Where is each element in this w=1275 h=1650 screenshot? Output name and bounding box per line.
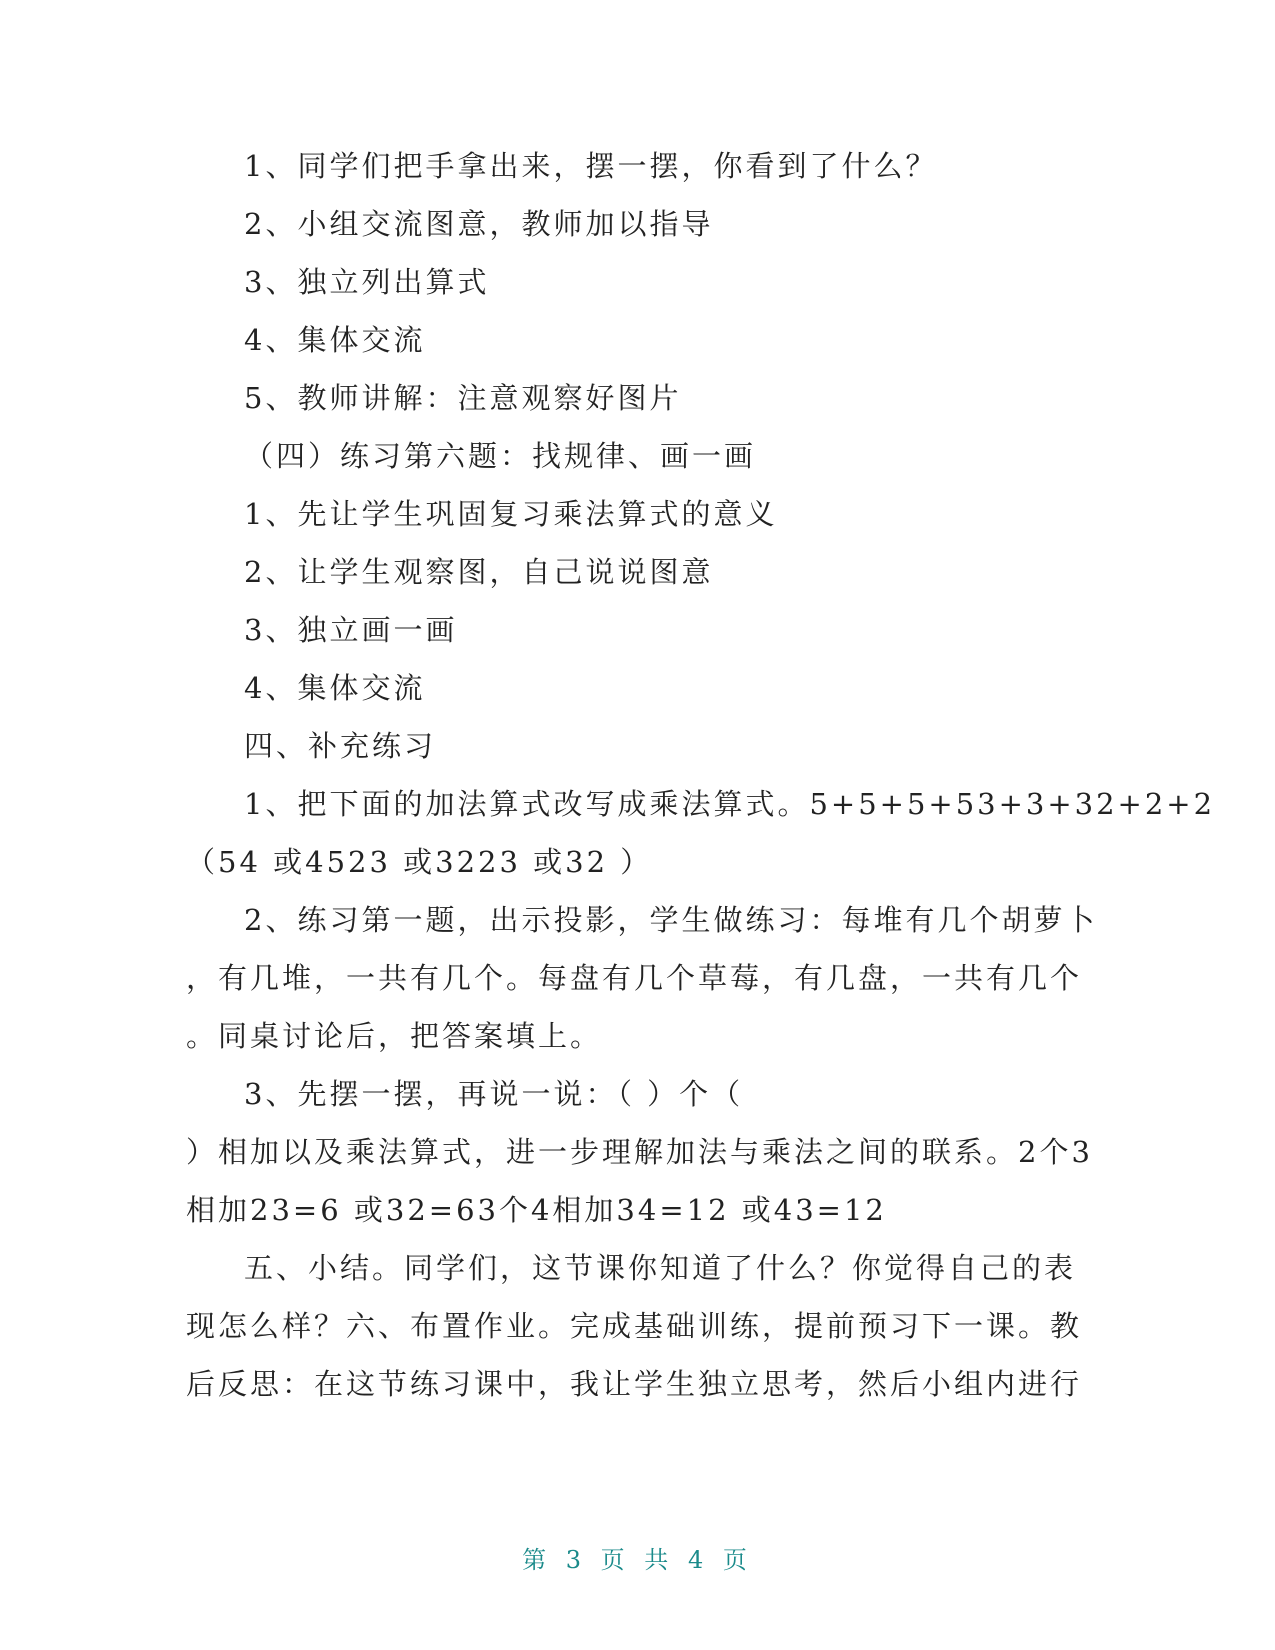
text-line: 五、小结。同学们，这节课你知道了什么？你觉得自己的表: [244, 1251, 1077, 1285]
text-line: 2、让学生观察图，自己说说图意: [244, 555, 714, 589]
text-line: 4、集体交流: [244, 671, 426, 705]
text-line: 4、集体交流: [244, 323, 426, 357]
page-number-footer: 第 3 页 共 4 页: [522, 1546, 753, 1574]
text-line: 3、独立列出算式: [244, 265, 490, 299]
text-line: 2、练习第一题，出示投影，学生做练习：每堆有几个胡萝卜: [244, 903, 1098, 937]
text-line: 1、同学们把手拿出来，摆一摆，你看到了什么？: [244, 149, 938, 183]
text-line: 1、先让学生巩固复习乘法算式的意义: [244, 497, 778, 531]
section-heading: （四）练习第六题：找规律、画一画: [244, 439, 757, 473]
text-line: 3、独立画一画: [244, 613, 458, 647]
text-line: 相加23=6 或32=63个4相加34=12 或43=12: [186, 1193, 887, 1227]
text-line: ）相加以及乘法算式，进一步理解加法与乘法之间的联系。2个3: [186, 1135, 1093, 1169]
section-heading: 四、补充练习: [244, 729, 437, 763]
text-line: 后反思：在这节练习课中，我让学生独立思考，然后小组内进行: [186, 1367, 1083, 1401]
text-line: 。同桌讨论后，把答案填上。: [186, 1019, 603, 1053]
text-line: 1、把下面的加法算式改写成乘法算式。5+5+5+53+3+32+2+2: [244, 787, 1216, 821]
text-line: ，有几堆，一共有几个。每盘有几个草莓，有几盘，一共有几个: [186, 961, 1083, 995]
text-line: （54 或4523 或3223 或32 ）: [186, 845, 653, 879]
text-line: 2、小组交流图意，教师加以指导: [244, 207, 714, 241]
text-line: 现怎么样？六、布置作业。完成基础训练，提前预习下一课。教: [186, 1309, 1083, 1343]
text-line: 3、先摆一摆，再说一说：（ ）个（: [244, 1077, 744, 1111]
text-line: 5、教师讲解：注意观察好图片: [244, 381, 682, 415]
